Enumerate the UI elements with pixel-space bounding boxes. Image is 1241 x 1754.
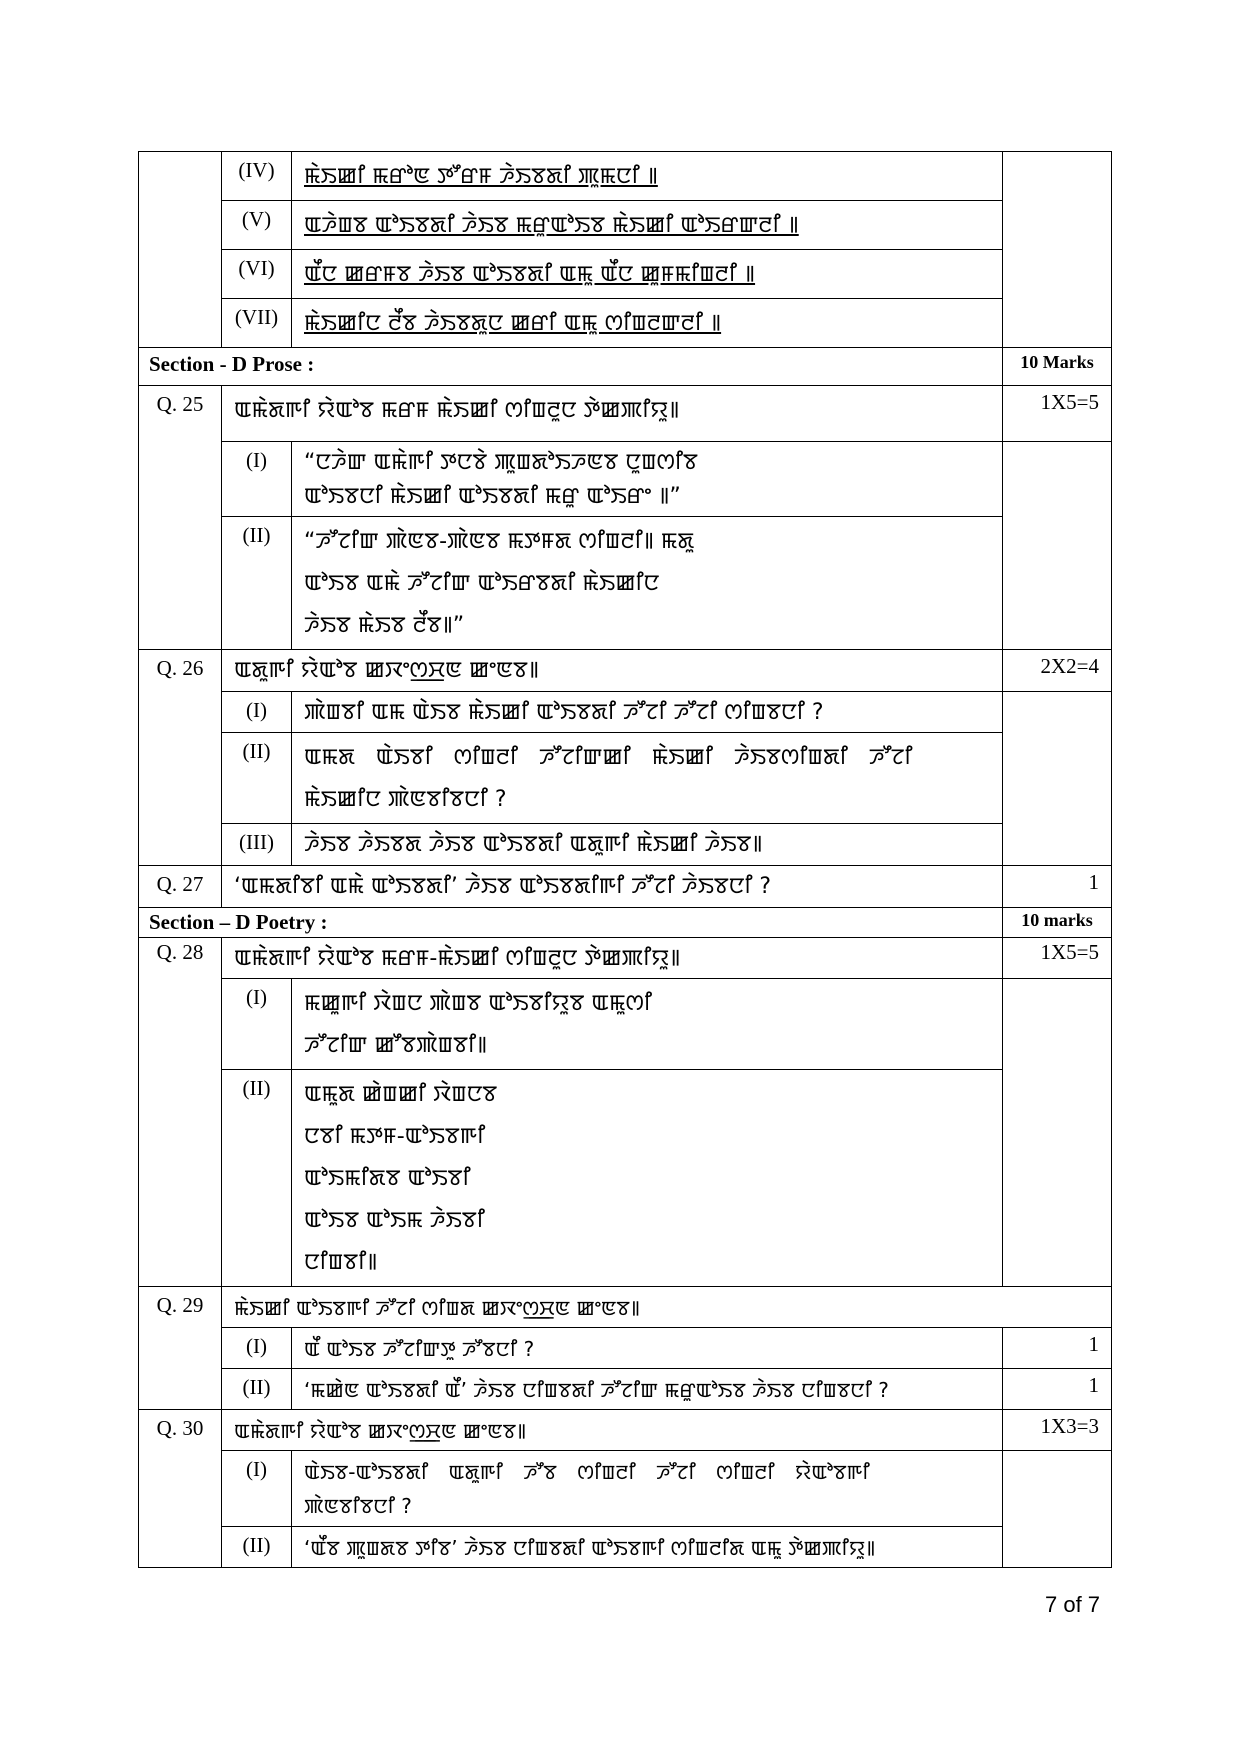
marks-empty-cell bbox=[1003, 442, 1112, 650]
item-label: (I) bbox=[222, 1328, 292, 1369]
item-label: (I) bbox=[222, 1451, 292, 1527]
item-label: (I) bbox=[222, 979, 292, 1070]
item-marks: 1 bbox=[1003, 1369, 1112, 1410]
item-text bbox=[292, 517, 1003, 650]
question-marks: 1X5=5 bbox=[1003, 386, 1112, 442]
item-line: ꯄꯥꯟꯕꯤꯕꯅꯤ ? bbox=[304, 1494, 412, 1518]
question-stem: ꯑꯃꯥꯗꯒꯤ ꯌꯥꯑꯣꯕ ꯃꯔꯝ ꯃꯥꯏꯀꯤ ꯁꯤꯡꯂꯨꯅ ꯇꯥꯀꯄꯤꯌꯨ꯫ bbox=[222, 386, 1003, 442]
item-line: “ꯅꯍꯥꯛ ꯑꯃꯥꯒꯤ ꯇꯅꯕꯥ ꯄꯨꯡꯗꯣꯏꯍꯟꯕ ꯅꯨꯡꯁꯤꯕ bbox=[304, 450, 698, 475]
item-line: ꯍꯧꯖꯤꯛ ꯀꯧꯕꯄꯥꯡꯕꯤ꯫ bbox=[304, 1033, 488, 1058]
item-text bbox=[292, 1451, 1003, 1527]
item-text: ꯍꯥꯏꯕ ꯍꯥꯏꯕꯗ ꯍꯥꯏꯕ ꯑꯣꯏꯕꯗꯤ ꯑꯗꯨꯒꯤ ꯃꯥꯏꯀꯤ ꯍꯥꯏꯕ꯫ bbox=[292, 824, 1003, 866]
item-label: (III) bbox=[222, 824, 292, 866]
question-number: Q. 27 bbox=[139, 866, 222, 908]
page-number: 7 of 7 bbox=[1045, 1592, 1101, 1617]
item-text-underlined: ꯃꯥꯏꯀꯤꯅ ꯂꯩꯕ ꯍꯥꯏꯕꯗꯨꯅ ꯀꯔꯤ ꯑꯃꯨ ꯁꯤꯡꯂꯛꯂꯤ ꯫ bbox=[304, 311, 722, 336]
marks-empty-cell bbox=[1003, 692, 1112, 866]
item-line: ꯑꯃꯨꯗ ꯀꯥꯡꯀꯤ ꯋꯥꯡꯅꯕ bbox=[304, 1082, 498, 1107]
item-text-underlined: ꯑꯩꯅ ꯀꯔꯝꯕ ꯍꯥꯏꯕ ꯑꯣꯏꯕꯗꯤ ꯑꯃꯨ ꯑꯩꯅ ꯀꯨꯝꯃꯤꯡꯂꯤ ꯫ bbox=[304, 262, 756, 287]
item-line: ꯅꯕꯤ ꯃꯇꯝ-ꯑꯣꯏꯕꯒꯤ bbox=[304, 1124, 486, 1149]
item-text: ꯑꯩ ꯑꯣꯏꯕ ꯍꯧꯖꯤꯛꯇꯨ ꯍꯧꯕꯅꯤ ? bbox=[292, 1328, 1003, 1369]
item-line: ꯑꯣꯏꯕ ꯑꯣꯏꯃ ꯍꯥꯏꯕꯤ bbox=[304, 1208, 485, 1233]
item-text bbox=[292, 733, 1003, 824]
section-heading-prose: Section - D Prose : bbox=[139, 348, 1003, 386]
item-line: ꯑꯥꯏꯕ-ꯑꯣꯏꯕꯗꯤ ꯑꯗꯨꯒꯤ ꯍꯧꯕ ꯁꯤꯡꯂꯤ ꯍꯧꯖꯤ ꯁꯤꯡꯂꯤ ꯌꯥꯑꯣꯕꯒꯤ bbox=[304, 1460, 870, 1484]
item-label: (VI) bbox=[222, 250, 292, 299]
question-stem: ꯑꯗꯨꯒꯤ ꯌꯥꯑꯣꯕ ꯀꯋꯦꯁ꯭ꯆꯟ ꯀꯦꯟꯕ꯫ bbox=[222, 650, 1003, 692]
marks-empty-cell bbox=[1003, 1451, 1112, 1568]
item-text bbox=[292, 201, 1003, 250]
section-heading-poetry: Section – D Poetry : bbox=[139, 908, 1003, 938]
item-label: (I) bbox=[222, 442, 292, 517]
question-marks: 1X5=5 bbox=[1003, 938, 1112, 979]
item-label: (II) bbox=[222, 517, 292, 650]
item-text bbox=[292, 442, 1003, 517]
item-label: (II) bbox=[222, 1527, 292, 1568]
item-label: (II) bbox=[222, 1070, 292, 1287]
item-label: (II) bbox=[222, 733, 292, 824]
item-line: ꯃꯥꯏꯀꯤꯅ ꯄꯥꯟꯕꯤꯕꯅꯤ ? bbox=[304, 787, 507, 812]
section-marks-poetry: 10 marks bbox=[1003, 908, 1112, 938]
question-number: Q. 26 bbox=[139, 650, 222, 866]
question-marks: 1X3=3 bbox=[1003, 1410, 1112, 1451]
question-number: Q. 28 bbox=[139, 938, 222, 1287]
question-stem: ‘ꯑꯃꯗꯤꯕꯤ ꯑꯃꯥ ꯑꯣꯏꯕꯗꯤ’ ꯍꯥꯏꯕ ꯑꯣꯏꯕꯗꯤꯒꯤ ꯍꯧꯖꯤ ꯍꯥꯏꯕꯅꯤ ? bbox=[222, 866, 1003, 908]
item-line: “ꯍꯧꯖꯤꯛ ꯄꯥꯟꯕ-ꯄꯥꯟꯕ ꯃꯇꯝꯗ ꯁꯤꯡꯂꯤ꯫ ꯃꯗꯨ bbox=[304, 529, 695, 554]
item-text-underlined: ꯃꯥꯏꯀꯤ ꯃꯔꯣꯟ ꯇꯧꯔꯝ ꯍꯥꯏꯕꯗꯤ ꯄꯨꯃꯅꯤ ꯫ bbox=[304, 164, 658, 189]
item-line: ꯑꯣꯏꯃꯤꯗꯕ ꯑꯣꯏꯕꯤ bbox=[304, 1166, 471, 1191]
item-line: ꯑꯃꯗ ꯑꯥꯏꯕꯤ ꯁꯤꯡꯂꯤ ꯍꯧꯖꯤꯛꯀꯤ ꯃꯥꯏꯀꯤ ꯍꯥꯏꯕꯁꯤꯡꯗꯤ ꯍꯧꯖꯤ bbox=[304, 745, 913, 770]
item-text bbox=[292, 979, 1003, 1070]
question-number: Q. 30 bbox=[139, 1410, 222, 1568]
question-stem: ꯑꯃꯥꯗꯒꯤ ꯌꯥꯑꯣꯕ ꯃꯔꯝ-ꯃꯥꯏꯀꯤ ꯁꯤꯡꯂꯨꯅ ꯇꯥꯀꯄꯤꯌꯨ꯫ bbox=[222, 938, 1003, 979]
item-label: (VII) bbox=[222, 299, 292, 348]
item-line: ꯑꯣꯏꯕ ꯑꯃꯥ ꯍꯧꯖꯤꯛ ꯑꯣꯏꯔꯕꯗꯤ ꯃꯥꯏꯀꯤꯅ bbox=[304, 571, 660, 596]
question-number: Q. 29 bbox=[139, 1287, 222, 1410]
item-line: ꯍꯥꯏꯕ ꯃꯥꯏꯕ ꯂꯩꯕ꯫” bbox=[304, 613, 465, 638]
continued-marks-cell bbox=[1003, 152, 1112, 348]
marks-empty-cell bbox=[1003, 979, 1112, 1287]
item-line: ꯃꯀꯨꯒꯤ ꯋꯥꯡꯅ ꯄꯥꯡꯕ ꯑꯣꯏꯕꯤꯌꯨꯕ ꯑꯃꯨꯁꯤ bbox=[304, 991, 652, 1016]
item-text-underlined: ꯑꯍꯥꯡꯕ ꯑꯣꯏꯕꯗꯤ ꯍꯥꯏꯕ ꯃꯔꯨꯑꯣꯏꯕ ꯃꯥꯏꯀꯤ ꯑꯣꯏꯔꯛꯂꯤ ꯫ bbox=[304, 213, 799, 238]
item-label: (IV) bbox=[222, 152, 292, 201]
item-text: ꯄꯥꯡꯕꯤ ꯑꯃ ꯑꯥꯏꯕ ꯃꯥꯏꯀꯤ ꯑꯣꯏꯕꯗꯤ ꯍꯧꯖꯤ ꯍꯧꯖꯤ ꯁꯤꯡꯕꯅꯤ ? bbox=[292, 692, 1003, 733]
item-label: (V) bbox=[222, 201, 292, 250]
item-text bbox=[292, 250, 1003, 299]
item-label: (II) bbox=[222, 1369, 292, 1410]
question-marks: 2X2=4 bbox=[1003, 650, 1112, 692]
question-stem: ꯃꯥꯏꯀꯤ ꯑꯣꯏꯕꯒꯤ ꯍꯧꯖꯤ ꯁꯤꯡꯗ ꯀꯋꯦꯁ꯭ꯆꯟ ꯀꯦꯟꯕ꯫ bbox=[222, 1287, 1112, 1328]
continued-number-cell bbox=[139, 152, 222, 348]
item-label: (I) bbox=[222, 692, 292, 733]
question-stem: ꯑꯃꯥꯗꯒꯤ ꯌꯥꯑꯣꯕ ꯀꯋꯦꯁ꯭ꯆꯟ ꯀꯦꯟꯕ꯫ bbox=[222, 1410, 1003, 1451]
item-text bbox=[292, 1070, 1003, 1287]
item-text bbox=[292, 152, 1003, 201]
section-marks-prose: 10 Marks bbox=[1003, 348, 1112, 386]
question-table bbox=[138, 151, 1112, 1568]
item-text bbox=[292, 299, 1003, 348]
question-number: Q. 25 bbox=[139, 386, 222, 650]
item-marks: 1 bbox=[1003, 1328, 1112, 1369]
item-line: ꯅꯤꯡꯕꯤ꯫ bbox=[304, 1250, 378, 1275]
item-text: ‘ꯃꯀꯥꯟ ꯑꯣꯏꯕꯗꯤ ꯑꯩ’ ꯍꯥꯏꯕ ꯅꯤꯡꯕꯗꯤ ꯍꯧꯖꯤꯛ ꯃꯔꯨꯑꯣꯏꯕ ꯍꯥꯏꯕ ꯅꯤꯡꯕꯅꯤ ? bbox=[292, 1369, 1003, 1410]
item-line: ꯑꯣꯏꯕꯅꯤ ꯃꯥꯏꯀꯤ ꯑꯣꯏꯕꯗꯤ ꯃꯔꯨ ꯑꯣꯏꯔꯦ ꯫” bbox=[304, 484, 681, 509]
question-marks: 1 bbox=[1003, 866, 1112, 908]
item-text: ‘ꯑꯩꯕ ꯄꯨꯡꯗꯕ ꯇꯤꯕ’ ꯍꯥꯏꯕ ꯅꯤꯡꯕꯗꯤ ꯑꯣꯏꯕꯒꯤ ꯁꯤꯡꯂꯤꯗ ꯑꯃꯨ ꯇꯥꯀꯄꯤꯌꯨ꯫ bbox=[292, 1527, 1003, 1568]
